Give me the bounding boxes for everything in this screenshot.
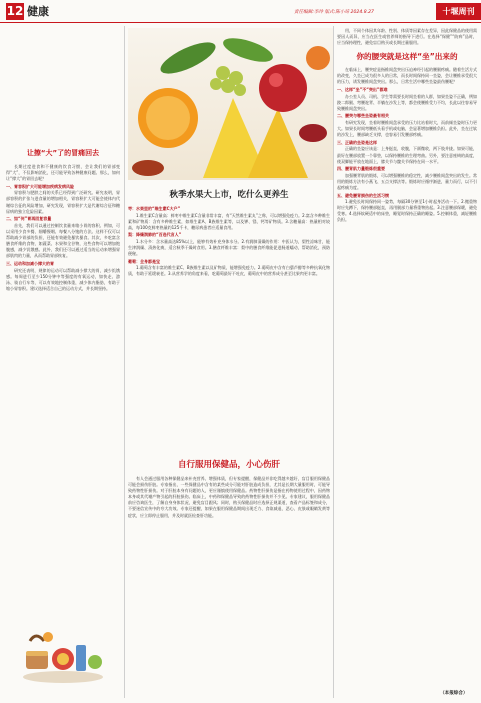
left-section-1-heading: 一、胃容积扩大可能增加疾病发病风险 (6, 183, 74, 189)
left-section-3-text: 研究还表明，规律的运动可以帮助减小撑大的胃，减少饥饿感。每周进行至少150分钟中等强度的有氧运动，如快走、游泳、骑自行车等，可以有效地控制体重，减少体内脂肪，有助于缩小胃容积。建议选择适合自己的运动方式，并长期坚持。 (6, 267, 120, 291)
left-article (6, 148, 120, 292)
page-header (0, 0, 481, 22)
left-article-body (6, 164, 120, 292)
fruit-item-3-heading: 葡萄：全身都是宝 (128, 258, 160, 264)
right-section-2-heading: 二、腰突与哪些坐姿最有相关 (337, 113, 389, 119)
right-section-3-heading: 三、正确的坐姿是这样 (337, 139, 377, 145)
fruit-item-2-heading: 梨：降燥润肺的“百选代言人” (128, 232, 182, 238)
source-note: （本报综合） (440, 691, 468, 696)
supplement-article-text: 有人会通过服用各种保健品来补充营养、增强体质，但专家提醒，保健品并非吃得越多越好，盲目服用保健品可能会损伤肝脏。专家指出，一些保健品中含有的某些成分可能对肝脏造成负担，尤其是长期大量服用时，可能导致药物性肝损伤。对于肝脏本身有问题的人，更应谨慎使用保健品。药物性肝损伤是指在药物使用过程中，因药物本身或其代谢产物引起的肝脏损伤。临床上，中药和保健品导致的药物性肝损伤并不少见。专家建议，服用保健品前应咨询医生，了解自身身体状况，避免盲目跟风；同时，购买保健品时应选择正规渠道，查看产品标签和成分，不要迷信宣传中的夸大功效。专家还提醒，如果在服用保健品期间出现乏力、食欲减退、恶心、皮肤或眼睛发黄等症状，应立即停止服用，并及时就医检查肝功能。 (128, 476, 330, 518)
left-section-3-heading: 三、运动和加减小撑大的胃 (6, 260, 54, 266)
supplement-article-body (128, 476, 330, 519)
right-section-2-text: 有研究发现，坐着时腰椎间盘承受的压力比站着时大，而前倾坐姿时压力更大。如果长时间弯腰低头看手机或电脑，会显著增加腰椎负担。此外，坐在过软的沙发上，腰部缺乏支撑，也容易引发腰部疼痛。 (337, 120, 477, 138)
right-article-title: 你的腰突就是这样“坐”出来的 (356, 52, 458, 62)
right-section-1-text: 办公室人员、司机、学生等需要长时间坐着的人群，如果坐姿不正确，例如跷二郎腿、弯腰驼背、半躺在沙发上等，都会使腰椎受力不均，长此以往容易导致腰椎间盘突出。 (337, 93, 477, 111)
right-section-3-text: 正确的坐姿应该是：上身挺直，收腹，下颌微收，两下肢并拢。如果可能，最好在腰部放置一个靠垫，以保持腰椎的生理弯曲。另外，要注意座椅的高度，使双脚能平放在地面上，膝关节与髋关节保持在同一水平。 (337, 146, 477, 164)
left-article-intro: 长期过度进食和不健康的饮食习惯，会让我们的胃部变得“大”，不仅影响消化，还可能导致各种健康问题。那么，如何让“撑大”的胃回去呢？ (6, 164, 120, 182)
food-illustration (18, 615, 108, 685)
fruit-article (128, 190, 330, 278)
fruit-article-body (128, 206, 330, 278)
left-section-2-text: 首先，我们可以通过控制饮食量来缩小胃的容积。例如，可以采用少食多餐、细嚼慢咽、每餐八分饱的方法。这样不仅可以帮助减少胃部的负担，还能有效避免暴饮暴食。其次，多吃富含膳食纤维的食物，如蔬菜、水果和全谷物，这些食物可以增加饱腹感，减少饥饿感。此外，我们还可以通过适当的运动来增强胃部肌肉的力量，从而帮助胃部恢复。 (6, 222, 120, 259)
right-section-1-heading: 一、这样“坐”不“突出”都难 (337, 87, 388, 93)
right-continuation (337, 28, 477, 46)
editor-meta: 责任编辑:李玲 版式:陈小琦 2024.8.27 (294, 10, 374, 15)
right-article-intro: 在临床上，腰突症是指椎间盘突出压迫神经引起的腰腿疼痛。随着生活方式的改变，久坐已成为很多人的日常，而长时间保持同一坐姿，会让腰椎承受很大的压力，诱发腰椎间盘突出。那么，日常生活中哪些坐姿最伤腰呢？ (337, 67, 477, 85)
right-article (337, 28, 477, 224)
column-divider-2 (333, 26, 334, 698)
fruit-item-2-text: 1.水分多：含水量高达85%以上，能够有效补充身体水分。2.有润肺清燥的作用：中医认为，梨性凉味甘，能生津润燥、清热化痰，适合秋季干燥时食用。3.膳食纤维丰富：梨中的膳食纤维能促进肠道蠕动，帮助消化，预防便秘。 (128, 238, 330, 257)
fruit-item-1-heading: 枣：水果里的“维生素C大户” (128, 206, 181, 211)
fruit-photo (128, 28, 333, 180)
fruit-photo-graphic (128, 28, 333, 180)
fruit-item-3-text: 1.葡萄含有丰富的维生素C、B族维生素以及矿物质，能增强免疫力。2.葡萄皮中含有白藜芦醇等多种抗氧化物质，有助于延缓衰老。3.从营养学的角度来看，吃葡萄最好不吐皮，葡萄皮中的营养成分甚至比果肉更丰富。 (128, 265, 330, 277)
header-rule (0, 22, 481, 23)
left-section-2-heading: 二、如“何”胃再回复容量 (6, 216, 52, 222)
supplement-article (128, 460, 330, 519)
right-section-5-heading: 五、避免腰背损伤的生活习惯 (337, 192, 389, 198)
right-continuation-text: 用，不同个体因其年龄、性别、体质等因素存在差异，因此保健品的使用需要因人而异，应当在医生或营养师的指导下进行。在选择“保健”“防病”品时，应当保持理性，避免盲目购买或长期过量服用。 (337, 28, 477, 46)
right-section-4-heading: 四、腰背肌力量锻炼很重要 (337, 166, 385, 172)
left-section-1-text: 胃容积与肥胖之间的关系已经得到广泛研究。研究表明，胃部容积的扩张与进食量的增加相关，胃容积扩大可能会使体内代谢综合征的风险增加，研究发现，胃容积扩大是代谢综合征和糖尿病的独立危险因素。 (6, 190, 120, 214)
brand-logo: 十堰周刊 (436, 3, 481, 20)
right-section-5-text: 1.避免长时间保持同一姿势，每隔30分钟至1小时起身活动一下。2.搬重物时应先蹲下，保持腰部挺直，再用腿部力量将重物抬起。3.注意腰部保暖，避免受寒。4.选择软硬适中的床垫，睡觉时保持正确的睡姿。5.控制体重，减轻腰椎负担。 (337, 199, 477, 223)
page-number: 12 (6, 4, 24, 18)
section-title: 健康 (27, 5, 49, 18)
supplement-article-title: 自行服用保健品，小心伤肝 (177, 460, 280, 470)
right-section-4-text: 加强腰背肌的锻炼，可以增强腰椎的稳定性，减少腰椎间盘突出的发生。常用的锻炼方法有小燕飞、五点支撑法等。锻炼时应循序渐进，量力而行，以不引起疼痛为度。 (337, 172, 477, 190)
fruit-item-1-text: 1.维生素C含量高：鲜枣中维生素C含量非常丰富，有“天然维生素丸”之称，可以增强免疫力。2.富含多种维生素和矿物质：含有多种维生素，如维生素A、B族维生素等，以及钾、镁、钙等矿物质。3.含糖量高：热量相对较高，每100克鲜枣热量约125千卡，糖尿病患者应适量食用。 (128, 212, 330, 230)
right-article-body (337, 67, 477, 223)
fruit-article-title: 秋季水果大上市，吃什么更养生 (169, 190, 289, 200)
column-divider-1 (124, 26, 125, 698)
left-article-title: 让擦“大”了的冒痛回去 (26, 149, 100, 157)
